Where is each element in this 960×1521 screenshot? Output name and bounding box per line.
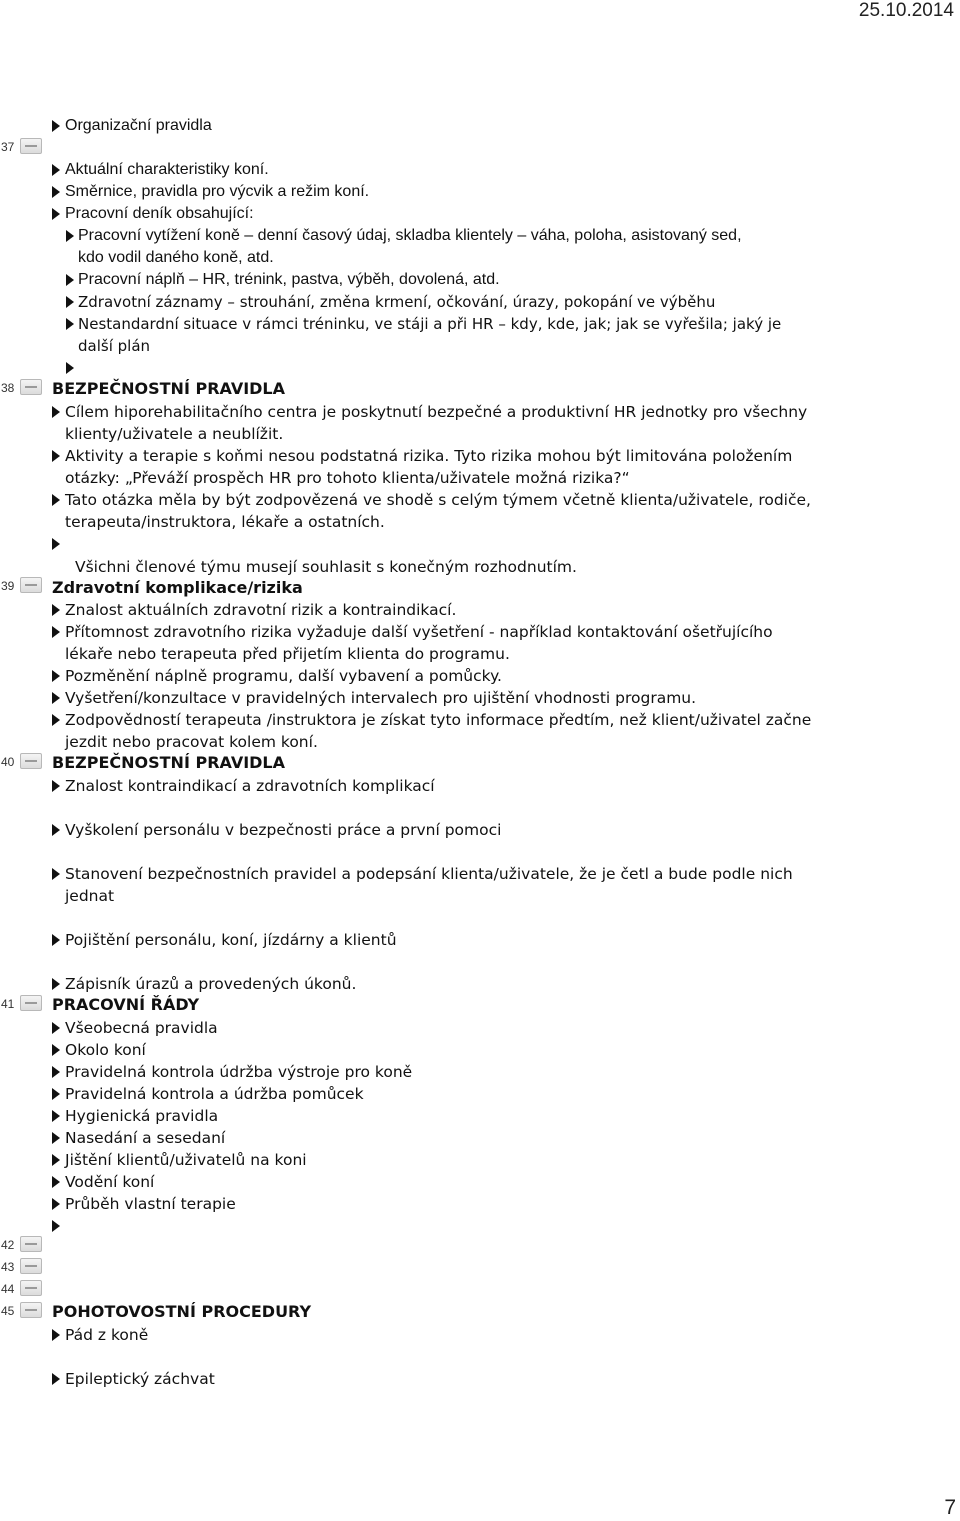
bullet-arrow-icon <box>52 1154 60 1166</box>
text-line: Pracovní vytížení koně – denní časový údaj, skladba klientely – váha, poloha, asistovaný sed, <box>78 227 742 244</box>
slide-number: 39 <box>1 579 15 593</box>
slide-thumbnail-icon[interactable] <box>20 1302 42 1318</box>
text-line: terapeuta/instruktora, lékaře a ostatních. <box>65 513 385 531</box>
text-line: Pojištění personálu, koní, jízdárny a klientů <box>65 931 397 949</box>
slide-number: 41 <box>1 997 15 1011</box>
bullet-arrow-icon <box>52 120 60 132</box>
slide-number: 37 <box>1 140 15 154</box>
slide-thumbnail-icon[interactable] <box>20 577 42 593</box>
bullet-arrow-icon <box>52 186 60 198</box>
text-line: kdo vodil daného koně, atd. <box>78 249 274 266</box>
text-line: Pozměnění náplně programu, další vybavení a pomůcky. <box>65 667 502 685</box>
header-date: 25.10.2014 <box>858 0 954 21</box>
text-line: Vyškolení personálu v bezpečnosti práce a první pomoci <box>65 821 502 839</box>
text-line: Přítomnost zdravotního rizika vyžaduje další vyšetření - například kontaktování ošetřujícího <box>65 623 773 641</box>
text-line: Hygienická pravidla <box>65 1107 219 1125</box>
slide-number: 44 <box>1 1282 15 1296</box>
text-line: Znalost aktuálních zdravotní rizik a kontraindikací. <box>65 601 457 619</box>
section-heading: BEZPEČNOSTNÍ PRAVIDLA <box>52 753 286 772</box>
text-line: Pracovní deník obsahující: <box>65 205 254 222</box>
text-line: Stanovení bezpečnostních pravidel a podepsání klienta/uživatele, že je četl a bude podle nich <box>65 865 793 883</box>
text-line: Vodění koní <box>65 1173 155 1191</box>
text-line: jednat <box>65 887 115 905</box>
text-line: Nasedání a sesedaní <box>65 1129 226 1147</box>
bullet-arrow-icon <box>52 538 60 550</box>
bullet-arrow-icon <box>52 1220 60 1232</box>
section-heading: POHOTOVOSTNÍ PROCEDURY <box>52 1302 312 1321</box>
bullet-arrow-icon <box>52 824 60 836</box>
bullet-arrow-icon <box>52 780 60 792</box>
bullet-arrow-icon <box>66 318 74 330</box>
text-line: Pravidelná kontrola a údržba pomůcek <box>65 1085 364 1103</box>
text-line: Zdravotní záznamy – strouhání, změna krmení, očkování, úrazy, pokopání ve výběhu <box>78 293 716 311</box>
section-heading: Zdravotní komplikace/rizika <box>52 578 303 597</box>
slide-thumbnail-icon[interactable] <box>20 753 42 769</box>
slide-number: 45 <box>1 1304 15 1318</box>
bullet-arrow-icon <box>52 406 60 418</box>
bullet-arrow-icon <box>52 714 60 726</box>
bullet-arrow-icon <box>52 1088 60 1100</box>
text-line: lékaře nebo terapeuta před přijetím klienta do programu. <box>65 645 510 663</box>
text-line: Jištění klientů/uživatelů na koni <box>65 1151 307 1169</box>
bullet-arrow-icon <box>52 978 60 990</box>
section-heading: PRACOVNÍ ŘÁDY <box>52 995 200 1014</box>
bullet-arrow-icon <box>52 1176 60 1188</box>
slide-number: 40 <box>1 755 15 769</box>
bullet-arrow-icon <box>52 1110 60 1122</box>
text-line: Aktuální charakteristiky koní. <box>65 161 269 178</box>
bullet-arrow-icon <box>52 934 60 946</box>
bullet-arrow-icon <box>52 164 60 176</box>
bullet-arrow-icon <box>52 1198 60 1210</box>
bullet-arrow-icon <box>52 1373 60 1385</box>
text-line: klienty/uživatele a neublížit. <box>65 425 284 443</box>
slide-thumbnail-icon[interactable] <box>20 138 42 154</box>
text-line: Cílem hiporehabilitačního centra je poskytnutí bezpečné a produktivní HR jednotky pro všechny <box>65 403 808 421</box>
slide-thumbnail-icon[interactable] <box>20 1236 42 1252</box>
text-line: jezdit nebo pracovat kolem koní. <box>65 733 318 751</box>
bullet-arrow-icon <box>52 1329 60 1341</box>
text-line: Vyšetření/konzultace v pravidelných intervalech pro ujištění vhodnosti programu. <box>65 689 697 707</box>
slide-number: 43 <box>1 1260 15 1274</box>
text-line: Epileptický záchvat <box>65 1370 215 1388</box>
text-line: Směrnice, pravidla pro výcvik a režim koní. <box>65 183 370 200</box>
slide-number: 38 <box>1 381 15 395</box>
bullet-arrow-icon <box>52 1132 60 1144</box>
bullet-arrow-icon <box>52 1066 60 1078</box>
text-line: další plán <box>78 337 151 355</box>
slide-thumbnail-icon[interactable] <box>20 379 42 395</box>
bullet-arrow-icon <box>52 1044 60 1056</box>
bullet-arrow-icon <box>66 362 74 374</box>
slide-number: 42 <box>1 1238 15 1252</box>
bullet-arrow-icon <box>66 230 74 242</box>
bullet-arrow-icon <box>52 1022 60 1034</box>
bullet-arrow-icon <box>52 692 60 704</box>
bullet-arrow-icon <box>52 208 60 220</box>
text-line: Průběh vlastní terapie <box>65 1195 236 1213</box>
bullet-arrow-icon <box>66 274 74 286</box>
text-line: Pracovní náplň – HR, trénink, pastva, výběh, dovolená, atd. <box>78 271 500 288</box>
bullet-arrow-icon <box>52 450 60 462</box>
bullet-arrow-icon <box>52 494 60 506</box>
text-line: Pravidelná kontrola údržba výstroje pro koně <box>65 1063 413 1081</box>
text-line: Tato otázka měla by být zodpovězená ve shodě s celým týmem včetně klienta/uživatele, rodiče, <box>65 491 811 509</box>
bullet-arrow-icon <box>52 604 60 616</box>
slide-thumbnail-icon[interactable] <box>20 1280 42 1296</box>
slide-thumbnail-icon[interactable] <box>20 995 42 1011</box>
text-line: Okolo koní <box>65 1041 146 1059</box>
bullet-arrow-icon <box>52 670 60 682</box>
text-line: Všeobecná pravidla <box>65 1019 218 1037</box>
text-line: otázky: „Převáží prospěch HR pro tohoto klienta/uživatele možná rizika?“ <box>65 469 630 487</box>
text-line: Aktivity a terapie s koňmi nesou podstatná rizika. Tyto rizika mohou být limitována položením <box>65 447 793 465</box>
text-line: Organizační pravidla <box>65 117 212 134</box>
text-line: Zápisník úrazů a provedených úkonů. <box>65 975 357 993</box>
page-number: 7 <box>944 1496 956 1519</box>
text-line: Znalost kontraindikací a zdravotních komplikací <box>65 777 435 795</box>
slide-thumbnail-icon[interactable] <box>20 1258 42 1274</box>
bullet-arrow-icon <box>66 296 74 308</box>
bullet-arrow-icon <box>52 626 60 638</box>
bullet-arrow-icon <box>52 868 60 880</box>
text-line: Pád z koně <box>65 1326 149 1344</box>
section-heading: BEZPEČNOSTNÍ PRAVIDLA <box>52 379 286 398</box>
text-line: Nestandardní situace v rámci tréninku, ve stáji a při HR – kdy, kde, jak; jak se vyřešila; jaký je <box>78 315 782 333</box>
text-line: Všichni členové týmu musejí souhlasit s konečným rozhodnutím. <box>75 558 577 576</box>
text-line: Zodpovědností terapeuta /instruktora je získat tyto informace předtím, než klient/uživatel začne <box>65 711 812 729</box>
